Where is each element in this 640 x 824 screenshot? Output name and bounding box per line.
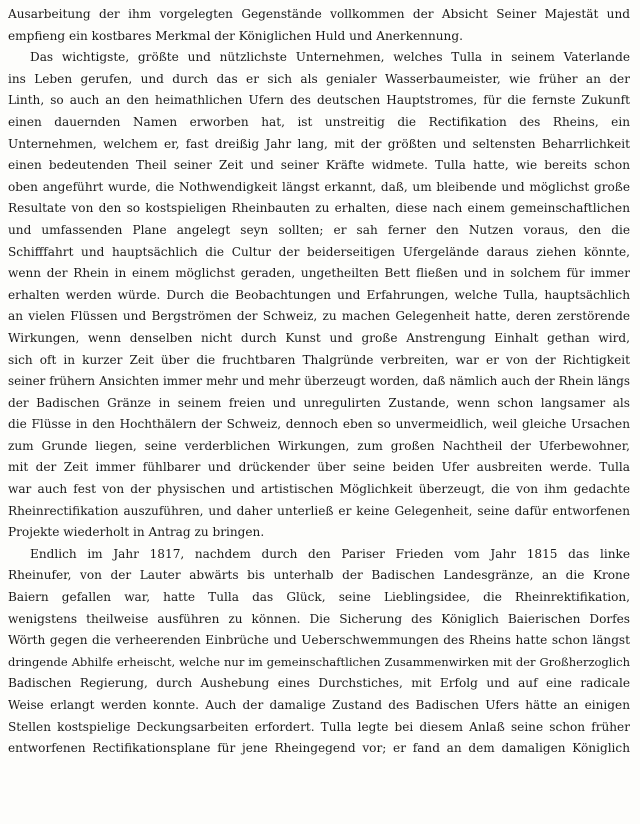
text-line: Stellen kostspielige Deckungsarbeiten erfordert. Tulla legte bei diesem Anlaß seine schon früher <box>8 719 630 734</box>
paragraph-1 <box>8 4 630 47</box>
text-line: mit der Zeit immer fühlbarer und drückender über seine beiden Ufer ausbreiten werde. Tulla <box>8 460 630 475</box>
text-line: entworfenen Rectifikationsplane für jene Rheingegend vor; er fand an dem damaligen Königlich <box>8 741 630 756</box>
text-line: an vielen Flüssen und Bergströmen der Schweiz, zu machen Gelegenheit hatte, deren zerstörende <box>8 309 630 324</box>
text-line: der Badischen Gränze in seinem freien und unregulirten Zustande, wenn schon langsamer als <box>8 395 630 410</box>
text-line: einen dauernden Namen erworben hat, ist unstreitig die Rectifikation des Rheins, ein <box>8 114 630 129</box>
text-line: Unternehmen, welchem er, fast dreißig Jahr lang, mit der größten und seltensten Beharrlichkeit <box>8 136 630 151</box>
text-line: erhalten werden würde. Durch die Beobachtungen und Erfahrungen, welche Tulla, hauptsächlich <box>8 287 630 302</box>
text-line: Rheinufer, von der Lauter abwärts bis unterhalb der Badischen Landesgränze, an die Krone <box>8 568 630 583</box>
text-line: ins Leben gerufen, und durch das er sich als genialer Wasserbaumeister, wie früher an der <box>8 71 630 86</box>
text-line: Endlich im Jahr 1817, nachdem durch den Pariser Frieden vom Jahr 1815 das linke <box>30 546 630 561</box>
text-line: Projekte wiederholt in Antrag zu bringen. <box>8 525 265 540</box>
text-line: Rheinrectifikation auszuführen, und daher unterließ er keine Gelegenheit, seine dafür entworfenen <box>8 503 630 518</box>
text-line: einen bedeutenden Theil seiner Zeit und seiner Kräfte widmete. Tulla hatte, wie bereits schon <box>8 158 630 173</box>
text-line: zum Grunde liegen, seine verderblichen Wirkungen, zum großen Nachtheil der Uferbewohner, <box>8 438 630 453</box>
text-line: Wörth gegen die verheerenden Einbrüche und Ueberschwemmungen des Rheins hatte schon längst <box>8 633 630 648</box>
text-line: sich oft in kurzer Zeit über die fruchtbaren Thalgründe verbreiten, war er von der Richtigkeit <box>8 352 630 367</box>
paragraph-3 <box>8 544 630 760</box>
text-line: Badischen Regierung, durch Aushebung eines Durchstiches, mit Erfolg und auf eine radicale <box>8 676 630 691</box>
text-line: dringende Abhilfe erheischt, welche nur im gemeinschaftlichen Zusammenwirken mit der Großherzoglich <box>8 654 630 669</box>
text-line: oben angeführt wurde, die Nothwendigkeit längst erkannt, daß, um bleibende und möglichst große <box>8 179 630 194</box>
text-line: Schifffahrt und hauptsächlich die Cultur der beiderseitigen Ufergelände daraus ziehen könnte, <box>8 244 630 259</box>
text-line: war auch fest von der physischen und artistischen Möglichkeit überzeugt, die von ihm gedachte <box>8 482 630 497</box>
text-line: wenn der Rhein in einem möglichst geraden, ungetheilten Bett fließen und in solchem für immer <box>8 266 630 281</box>
text-line: wenigstens theilweise ausführen zu können. Die Sicherung des Königlich Baierischen Dorfes <box>8 611 630 626</box>
text-line: Resultate von den so kostspieligen Rheinbauten zu erhalten, diese nach einem gemeinschaftlichen <box>8 201 630 216</box>
text-line: Wirkungen, wenn denselben nicht durch Kunst und große Anstrengung Einhalt gethan wird, <box>8 330 630 345</box>
text-line: empfieng ein kostbares Merkmal der Königlichen Huld und Anerkennung. <box>8 28 463 43</box>
text-line: Das wichtigste, größte und nützlichste Unternehmen, welches Tulla in seinem Vaterlande <box>30 50 630 65</box>
text-line: seiner frühern Ansichten immer mehr und mehr überzeugt worden, daß nämlich auch der Rhein längs <box>8 374 630 389</box>
paragraph-2 <box>8 47 630 544</box>
text-line: Weise erlangt werden konnte. Auch der damalige Zustand des Badischen Ufers hätte an einigen <box>8 698 630 712</box>
text-line: die Flüsse in den Hochthälern der Schweiz, dennoch eben so unvermeidlich, weil gleiche Ursachen <box>8 417 630 432</box>
text-line: Ausarbeitung der ihm vorgelegten Gegenstände vollkommen der Absicht Seiner Majestät und <box>8 7 630 21</box>
text-line: und umfassenden Plane angelegt seyn sollten; er sah ferner den Nutzen voraus, den die <box>8 222 630 237</box>
text-line: Linth, so auch an den heimathlichen Ufern des deutschen Hauptstromes, für die fernste Zukunft <box>8 93 630 108</box>
text-line: Baiern gefallen war, hatte Tulla das Glück, seine Lieblingsidee, die Rheinrektifikation, <box>8 590 630 605</box>
